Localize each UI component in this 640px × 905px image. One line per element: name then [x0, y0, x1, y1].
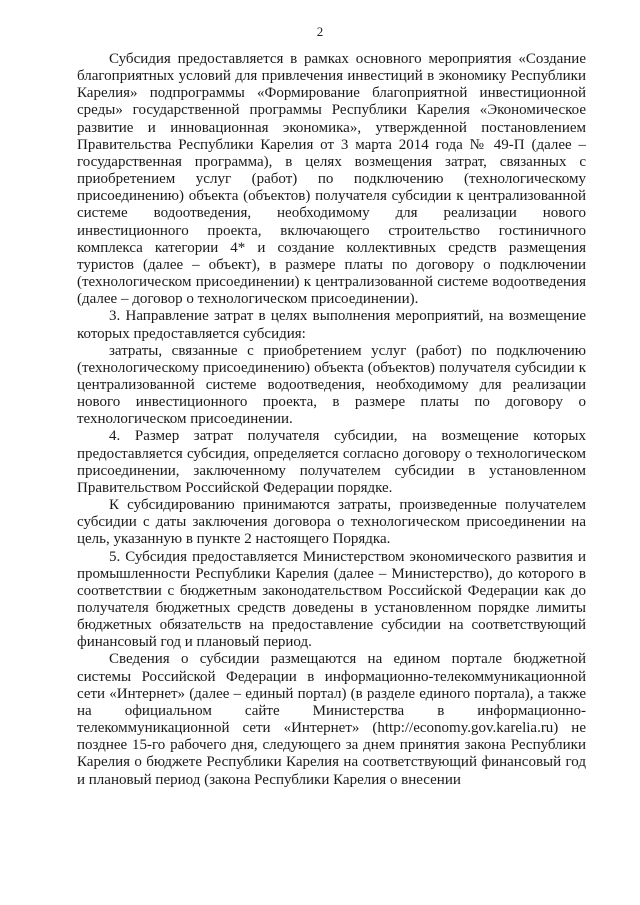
- paragraph-item-3-costs: затраты, связанные с приобретением услуг (работ) по подключению (технологическому присоединению) объекта (объектов) получателя субсидии к централизованной системе водоотведения, необходимому для реализации нового инвестиционного проекта, в размере платы по договору о технологическом присоединении.: [77, 342, 586, 428]
- paragraph-item-4: 4. Размер затрат получателя субсидии, на возмещение которых предоставляется субсидия, определяется согласно договору о технологическом присоединении, заключенному получателем субсидии в установленном Правительством Российской Федерации порядке.: [77, 428, 586, 496]
- document-body: [77, 51, 586, 789]
- paragraph-item-3: 3. Направление затрат в целях выполнения мероприятий, на возмещение которых предоставляется субсидия:: [77, 308, 586, 342]
- paragraph-item-4-costs-accepted: К субсидированию принимаются затраты, произведенные получателем субсидии с даты заключения договора о технологическом присоединении на цель, указанную в пункте 2 настоящего Порядка.: [77, 497, 586, 548]
- page-number: 2: [316, 24, 324, 39]
- paragraph-item-5-portal-info: Сведения о субсидии размещаются на едином портале бюджетной системы Российской Федерации в информационно-телекоммуникационной сети «Интернет» (далее – единый портал) (в разделе единого портала), а также на официальном сайте Министерства в информационно-телекоммуникационной сети «Интернет» (http://economy.gov.karelia.ru) не позднее 15-го рабочего дня, следующего за днем принятия закона Республики Карелия о бюджете Республики Карелия на соответствующий финансовый год и плановый период (закона Республики Карелия о внесении: [77, 651, 586, 788]
- paragraph-item-5: 5. Субсидия предоставляется Министерством экономического развития и промышленности Республики Карелия (далее – Министерство), до которого в соответствии с бюджетным законодательством Российской Федерации как до получателя бюджетных средств доведены в установленном порядке лимиты бюджетных обязательств на предоставление субсидии на соответствующий финансовый год и плановый период.: [77, 548, 586, 651]
- paragraph-subsidy-purpose: Субсидия предоставляется в рамках основного мероприятия «Создание благоприятных условий для привлечения инвестиций в экономику Республики Карелия» подпрограммы «Формирование благоприятной инвестиционной среды» государственной программы Республики Карелия «Экономическое развитие и инновационная экономика», утвержденной постановлением Правительства Республики Карелия от 3 марта 2014 года № 49-П (далее – государственная программа), в целях возмещения затрат, связанных с приобретением услуг (работ) по подключению (технологическому присоединению) объекта (объектов) получателя субсидии к централизованной системе водоотведения, необходимому для реализации нового инвестиционного проекта, включающего строительство гостиничного комплекса категории 4* и создание коллективных средств размещения туристов (далее – объект), в размере платы по договору о подключении (технологическом присоединении) к централизованной системе водоотведения (далее – договор о технологическом присоединении).: [77, 51, 586, 308]
